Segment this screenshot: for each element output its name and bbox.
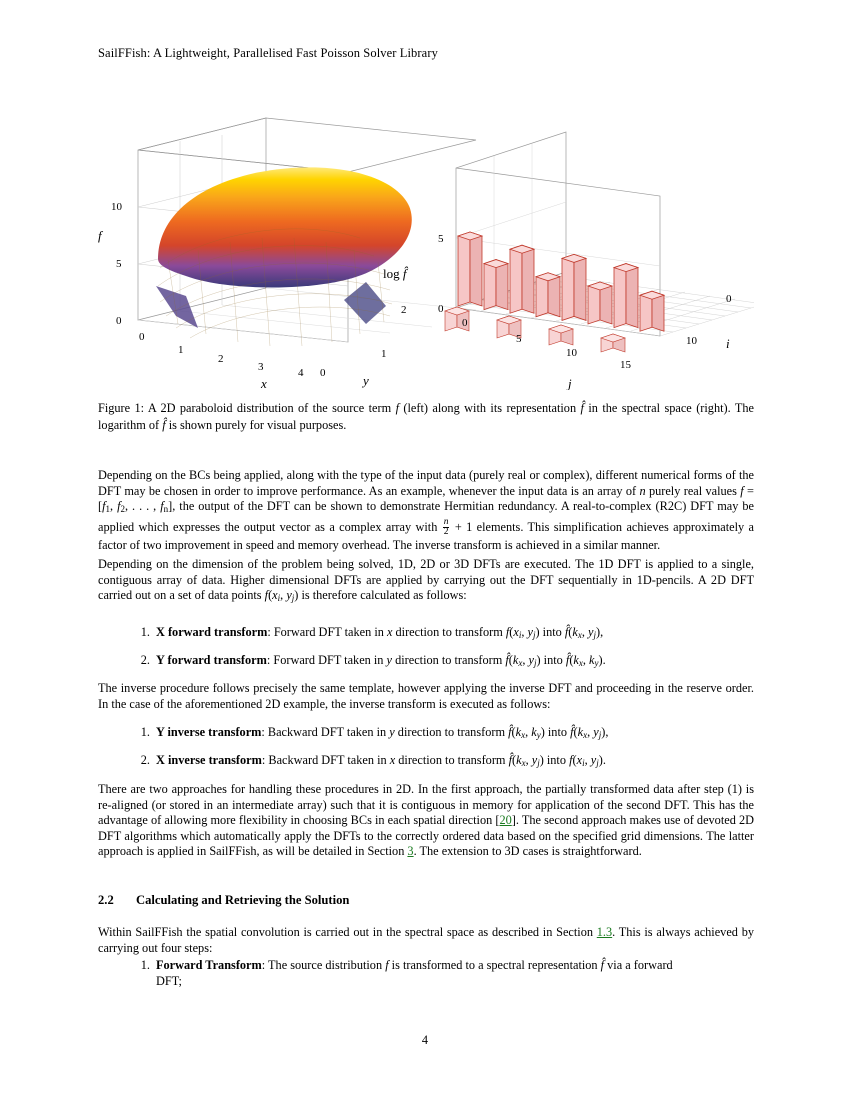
list-item-label: X inverse transform [156,752,262,767]
list-item-label: Y inverse transform [156,725,262,739]
left-z-tick-5: 5 [116,258,122,270]
right-zlabel: log f̂ [383,266,407,281]
section-link-1-3[interactable]: 1.3 [596,925,613,939]
left-x-tick-1: 1 [178,344,184,356]
list-item-label: X forward transform [156,625,268,639]
list-item-number: 2. [140,652,150,667]
paraboloid-surface [156,167,412,354]
section-number: 2.2 [98,893,114,907]
left-z-tick-10: 10 [111,201,122,213]
figure-1-graphics [98,110,754,390]
right-j-tick-15: 15 [620,359,631,371]
citation-link-20[interactable]: 20 [499,813,512,828]
right-j-tick-10: 10 [566,347,577,359]
list-item-text: : Forward DFT taken in x direction to transform f(xi, yj) into f̂(kx, yj), [267,625,604,640]
list-item [128,753,754,772]
right-z-tick-0: 0 [438,303,444,315]
figure-caption [98,400,754,433]
list-item-text: : Backward DFT taken in y direction to transform f̂(kx, ky) into f̂(kx, yj), [261,725,609,740]
list-item-text: : The source distribution f is transformed to a spectral representation f̂ via a forward DFT; [156,958,673,988]
right-i-tick-10: 10 [686,335,697,347]
list-item-text: : Backward DFT taken in x direction to transform f̂(kx, yj) into f(xi, yj). [261,752,606,768]
left-x-tick-2: 2 [218,353,224,365]
list-inverse-transform [128,725,754,780]
surface-plot [98,118,476,390]
right-xlabel: j [568,376,572,390]
list-item [128,958,754,989]
paragraph-spatial-convolution: Within SailFFish the spatial convolution is carried out in the spectral space as described in Section 1.3. This is always achieved by carrying out four steps: [98,925,754,955]
left-ylabel: y [363,373,369,388]
paragraph-dft-forms: Depending on the BCs being applied, along with the type of the input data (purely real or complex), different numerical forms of the DFT may be chosen in order to improve performance. As an example, whenever the input data is an array of n purely real values f = [f1, f2, . . . , fn], the output of the DFT can be shown to demonstrate Hermitian redundancy. A real-to-complex (R2C) DFT may be applied which expresses the output vector as a complex array with $\frac{n}{2}$ + 1 elements. This simplification achieves approximately a factor of two improvement in speed and memory overhead. The inverse transform is achieved in a similar manner. [98,468,754,553]
left-z-tick-0: 0 [116,315,122,327]
figure-caption-line1: Figure 1: A 2D paraboloid distribution of the source term f (left) along with its representation f̂ in the spectral space [98,401,692,415]
left-y-tick-2: 2 [401,304,407,316]
right-ylabel: i [726,336,730,351]
list-item-label: Forward Transform [156,958,262,972]
running-head: SailFFish: A Lightweight, Parallelised Fast Poisson Solver Library [98,46,438,60]
list-forward-transform [128,625,754,680]
list-item-number: 2. [140,752,150,767]
paragraph-inverse-procedure: The inverse procedure follows precisely the same template, however applying the inverse DFT and proceeding in the reserve order. In the case of the aforementioned 2D example, the inverse transform is executed as follows: [98,681,754,711]
left-zlabel: f [98,228,102,243]
left-x-tick-3: 3 [258,361,264,373]
bar3d-plot [383,132,754,390]
section-title: Calculating and Retrieving the Solution [136,893,350,907]
right-j-tick-0: 0 [462,317,468,329]
list-item-number: 1. [140,725,150,739]
list-solution-steps [128,958,754,998]
page-number: 4 [421,1033,429,1047]
paragraph-two-approaches: There are two approaches for handling these procedures in 2D. In the first approach, the partially transformed data after step (1) is re-aligned (or stored in an intermediate array) such that it is contiguous in memory for application of the second DFT. This has the advantage of allowing more flexibility in choosing BCs in each spatial direction [20]. The second approach makes use of devoted 2D DFT algorithms which automatically apply the DFTs to the correctly ordered data based on the specified grid dimensions. The latter approach is applied in SailFFish, as will be detailed in Section 3. The extension to 3D cases is straightforward. [98,782,755,859]
left-xlabel: x [261,376,267,390]
figure-1 [98,110,754,390]
section-link-3[interactable]: 3 [407,844,414,859]
left-x-tick-0: 0 [139,331,145,343]
figure-caption-line2: (right). The logarithm of f̂ is shown purely for visual purposes. [98,401,754,432]
right-i-tick-0: 0 [726,293,732,305]
right-j-tick-5: 5 [516,333,522,345]
left-y-tick-0: 0 [320,367,326,379]
section-heading-2-2 [98,893,349,908]
left-y-tick-1: 1 [381,348,387,360]
list-item [128,725,754,744]
paragraph-dft-dimension: Depending on the dimension of the problem being solved, 1D, 2D or 3D DFTs are executed. The 1D DFT is applied to a single, contiguous array of data. Higher dimensional DFTs are applied by carrying out the DFT sequentially in 1D-pencils. A 2D DFT carried out on a set of data points f(xi, yj) is therefore calculated as follows: [98,557,754,604]
list-item-number: 1. [140,958,150,972]
list-item-label: Y forward transform [156,652,267,667]
bar-group [445,232,664,352]
list-item-text: : Forward DFT taken in y direction to transform f̂(kx, yj) into f̂(kx, ky). [266,652,606,668]
right-z-tick-5: 5 [438,233,444,245]
left-x-tick-4: 4 [298,367,304,379]
list-item-number: 1. [140,625,150,639]
list-item [128,653,754,672]
list-item [128,625,754,644]
